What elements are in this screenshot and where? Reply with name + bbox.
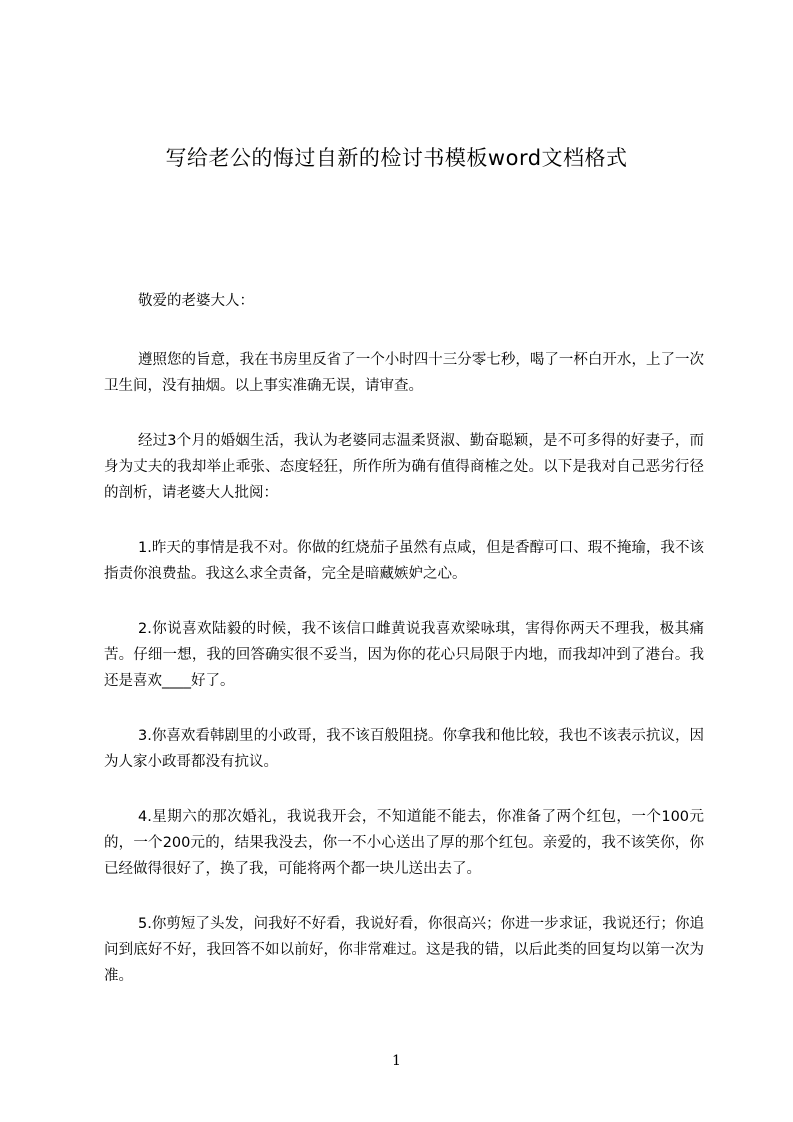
document-body [104, 288, 704, 1018]
paragraph-item-1: 1.昨天的事情是我不对。你做的红烧茄子虽然有点咸，但是香醇可口、瑕不掩瑜，我不该指责你浪费盐。我这么求全责备，完全是暗藏嫉妒之心。 [104, 540, 704, 582]
paragraph-item-4: 4.星期六的那次婚礼，我说我开会，不知道能不能去，你准备了两个红包，一个100元的，一个200元的，结果我没去，你一不小心送出了厚的那个红包。亲爱的，我不该笑你，你已经做得很好了，换了我，可能将两个都一块儿送出去了。 [104, 809, 704, 877]
paragraph-item-3: 3.你喜欢看韩剧里的小政哥，我不该百般阻挠。你拿我和他比较，我也不该表示抗议，因为人家小政哥都没有抗议。 [104, 728, 704, 770]
greeting-paragraph: 敬爱的老婆大人： [138, 293, 254, 309]
page-number: 1 [392, 1053, 401, 1069]
paragraph-item-2: 2.你说喜欢陆毅的时候，我不该信口雌黄说我喜欢梁咏琪，害得你两天不理我，极其痛苦。仔细一想，我的回答确实很不妥当，因为你的花心只局限于内地，而我却冲到了港台。我还是喜欢____好了。 [104, 621, 704, 689]
paragraph-item-5: 5.你剪短了头发，问我好不好看，我说好看，你很高兴；你进一步求证，我说还行；你追问到底好不好，我回答不如以前好，你非常难过。这是我的错，以后此类的回复均以第一次为准。 [104, 916, 704, 984]
document-title: 写给老公的悔过自新的检讨书模板word文档格式 [165, 146, 628, 170]
paragraph-intro: 遵照您的旨意，我在书房里反省了一个小时四十三分零七秒，喝了一杯白开水，上了一次卫生间，没有抽烟。以上事实准确无误，请审查。 [104, 352, 704, 394]
paragraph-reflection: 经过3个月的婚姻生活，我认为老婆同志温柔贤淑、勤奋聪颖，是不可多得的好妻子，而身为丈夫的我却举止乖张、态度轻狂，所作所为确有值得商榷之处。以下是我对自己恶劣行径的剖析，请老婆大人批阅： [104, 433, 704, 501]
